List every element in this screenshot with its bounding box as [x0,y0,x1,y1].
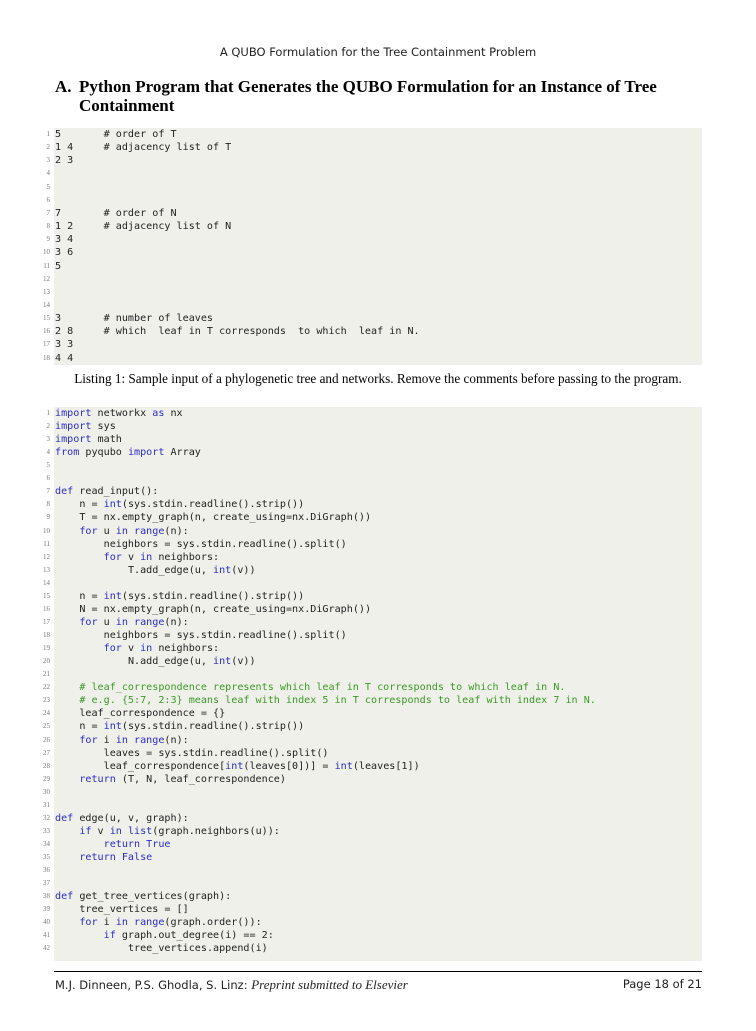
code-text: 3 3 [55,339,74,351]
code-text: 3 6 [55,247,74,259]
code-line [43,864,702,877]
code-line [43,299,702,312]
code-text: n = int(sys.stdin.readline().strip()) [79,499,305,511]
listing-caption: Listing 1: Sample input of a phylogenetic tree and networks. Remove the comments before passing to the program. [74,371,682,386]
code-text: import networkx as nx [55,408,183,419]
line-number: 15 [43,314,50,323]
line-number: 23 [43,696,50,705]
code-line [43,812,702,825]
line-number: 18 [43,353,50,362]
section-number: A. [55,77,72,96]
line-number: 17 [43,340,50,349]
line-number: 3 [46,435,50,444]
line-number: 22 [43,683,50,692]
code-text: return (T, N, leaf_correspondence) [79,773,286,785]
line-number: 42 [43,944,50,953]
code-line [46,181,702,194]
code-line [43,629,702,642]
code-text: 2 3 [55,155,74,167]
code-line [43,312,702,325]
code-line [43,877,702,890]
line-number: 6 [46,474,50,483]
line-number: 2 [46,422,50,431]
code-text: for v in neighbors: [103,551,220,563]
line-number: 11 [43,539,50,548]
code-line [43,760,702,773]
line-number: 7 [46,208,50,217]
code-line [46,194,702,207]
code-line [43,720,702,733]
code-line [43,903,702,916]
line-number: 37 [43,879,50,888]
footer-citation [55,977,408,993]
line-number: 14 [43,578,50,587]
code-text: n = int(sys.stdin.readline().strip()) [79,721,305,733]
line-number: 38 [43,892,50,901]
line-number: 2 [46,143,50,152]
line-number: 12 [43,552,50,561]
code-line [43,286,702,299]
page-number: Page 18 of 21 [622,977,702,991]
running-header: A QUBO Formulation for the Tree Containment Problem [219,45,537,59]
code-line [43,564,702,577]
code-line [43,246,702,259]
line-number: 33 [43,826,50,835]
code-line [43,786,702,799]
listing-python-program [43,407,702,961]
code-text: import math [55,434,122,446]
code-line [46,446,702,459]
code-line [43,525,702,538]
footer-authors: M.J. Dinneen, P.S. Ghodla, S. Linz: [55,978,248,992]
code-text: 5 [55,260,62,272]
line-number: 8 [46,500,50,509]
code-text: 2 8 # which leaf in T corresponds to which leaf in N. [55,326,420,338]
code-line [46,233,702,246]
code-line [46,220,702,233]
code-text: 3 4 [55,234,74,246]
line-number: 19 [43,644,50,653]
line-number: 1 [46,409,50,417]
line-number: 4 [46,448,50,457]
line-number: 10 [43,248,50,257]
code-line [46,407,702,420]
code-text: leaf_correspondence[int(leaves[0])] = int(leaves[1]) [103,760,420,772]
code-text: return True [103,838,171,850]
code-text: # e.g. {5:7, 2:3} means leaf with index 5 in T corresponds to leaf with index 7 in N. [79,695,596,707]
line-number: 27 [43,748,50,757]
line-number: 28 [43,761,50,770]
code-line [43,942,702,955]
line-number: 16 [43,327,50,336]
code-text: tree_vertices = [] [79,904,189,916]
line-number: 35 [43,853,50,862]
line-number: 14 [43,300,50,309]
line-number: 30 [43,787,50,796]
code-line [43,773,702,786]
line-number: 9 [46,513,50,522]
line-number: 6 [46,195,50,204]
line-number: 16 [43,604,50,613]
line-number: 40 [43,918,50,927]
line-number: 11 [43,261,50,270]
line-number: 17 [43,617,50,626]
code-line [43,668,702,681]
line-number: 13 [43,287,50,296]
section-title: Python Program that Generates the QUBO Formulation for an Instance of Tree Containment [79,77,657,115]
code-line [43,642,702,655]
code-text: leaf_correspondence = {} [79,708,226,720]
code-line [43,916,702,929]
line-number: 41 [43,931,50,940]
line-number: 8 [46,222,50,231]
line-number: 12 [43,274,50,283]
footer-rule [54,971,702,972]
code-text: T.add_edge(u, int(v)) [127,564,256,576]
line-number: 9 [46,235,50,244]
code-line [43,747,702,760]
code-line [46,207,702,220]
code-text: # leaf_correspondence represents which leaf in T corresponds to which leaf in N. [79,682,566,694]
line-number: 31 [43,800,50,809]
line-number: 3 [46,156,50,165]
line-number: 24 [43,709,50,718]
code-text: 7 # order of N [55,207,177,219]
code-line [43,273,702,286]
code-text: for i in range(graph.order()): [79,917,262,929]
code-line [43,734,702,747]
line-number: 13 [43,565,50,574]
code-text: 1 2 # adjacency list of N [55,221,232,233]
code-line [43,338,702,351]
code-line [46,472,702,485]
code-line [46,420,702,433]
code-text: if graph.out_degree(i) == 2: [103,930,274,942]
code-line [43,838,702,851]
code-text: from pyqubo import Array [55,447,201,459]
code-text: def read_input(): [55,486,159,498]
listing-sample-input [43,128,702,365]
code-line [43,655,702,668]
line-number: 21 [43,670,50,679]
code-text: import sys [55,421,116,433]
line-number: 4 [46,169,50,178]
code-line [43,616,702,629]
line-number: 36 [43,866,50,875]
code-line [43,590,702,603]
code-text: for i in range(n): [79,734,189,746]
code-line [46,154,702,167]
code-text: if v in list(graph.neighbors(u)): [79,825,280,837]
line-number: 26 [43,735,50,744]
code-line [46,433,702,446]
code-line [46,498,702,511]
code-text: for u in range(n): [79,616,189,628]
code-text: for u in range(n): [79,525,189,537]
code-line [43,694,702,707]
code-line [43,352,702,365]
code-text: return False [79,852,153,864]
line-number: 25 [43,722,50,731]
line-number: 20 [43,657,50,666]
code-text: neighbors = sys.stdin.readline().split() [103,538,347,550]
code-text: def edge(u, v, graph): [55,812,189,824]
code-line [43,681,702,694]
code-text: for v in neighbors: [103,643,220,655]
code-text: leaves = sys.stdin.readline().split() [103,747,329,759]
code-line [43,799,702,812]
code-line [43,707,702,720]
footer-venue: Preprint submitted to Elsevier [251,977,408,992]
line-number: 32 [43,813,50,822]
code-line [43,890,702,903]
code-line [43,260,702,273]
code-text: n = int(sys.stdin.readline().strip()) [79,590,305,602]
code-line [46,511,702,524]
code-line [43,577,702,590]
code-line [43,538,702,551]
code-line [46,167,702,180]
code-line [43,825,702,838]
code-text: N = nx.empty_graph(n, create_using=nx.DiGraph()) [79,603,372,615]
code-text: 3 # number of leaves [55,313,214,325]
code-text: tree_vertices.append(i) [127,943,268,955]
code-text: neighbors = sys.stdin.readline().split() [103,630,347,642]
code-line [46,485,702,498]
code-text: 1 4 # adjacency list of T [55,142,232,154]
code-text: 4 4 [55,352,74,364]
line-number: 1 [46,130,50,138]
code-text: N.add_edge(u, int(v)) [127,656,256,668]
code-line [43,325,702,338]
line-number: 5 [46,461,50,470]
code-text: 5 # order of T [55,129,177,140]
section-heading [55,77,695,115]
code-line [46,128,702,141]
code-line [43,929,702,942]
code-text: def get_tree_vertices(graph): [55,891,232,903]
code-line [46,459,702,472]
line-number: 18 [43,631,50,640]
line-number: 39 [43,905,50,914]
code-line [43,851,702,864]
line-number: 15 [43,591,50,600]
line-number: 29 [43,774,50,783]
code-line [43,551,702,564]
line-number: 7 [46,487,50,496]
code-text: T = nx.empty_graph(n, create_using=nx.DiGraph()) [79,512,372,524]
line-number: 34 [43,839,50,848]
code-line [46,141,702,154]
code-line [43,603,702,616]
line-number: 5 [46,182,50,191]
line-number: 10 [43,526,50,535]
